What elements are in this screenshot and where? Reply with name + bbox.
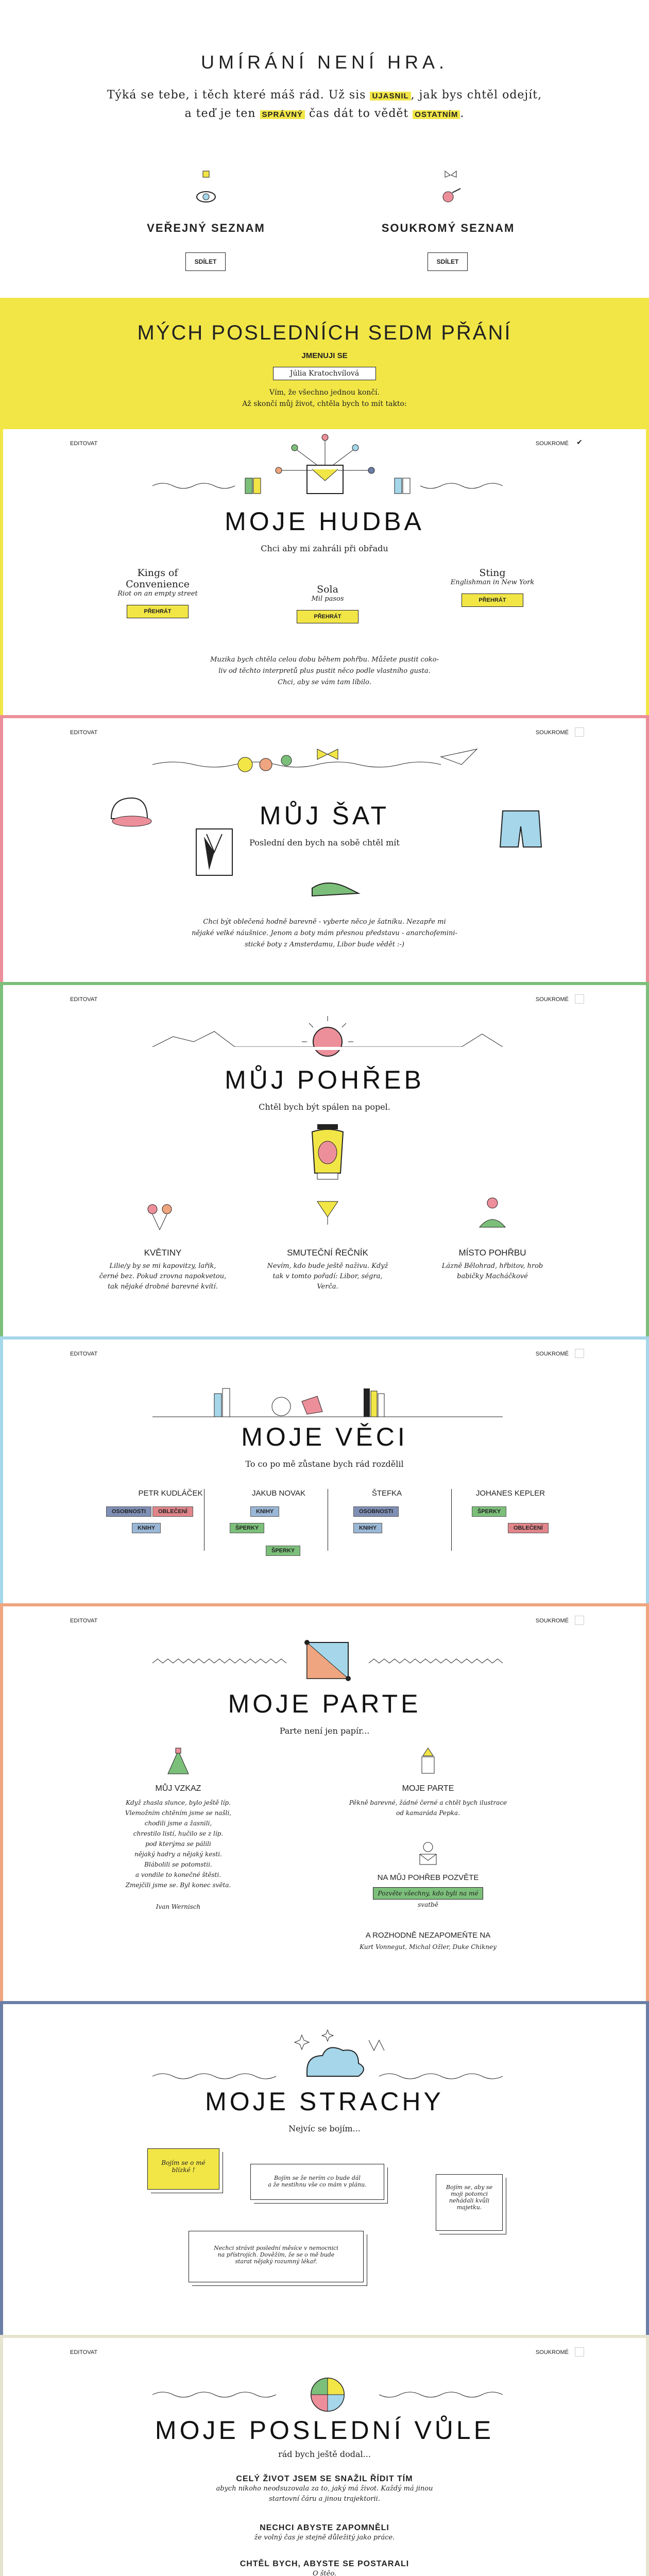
place-column: MÍSTO POHŘBU Lázně Bělohrad, hřbitov, hrob babičky Macháčkové — [415, 1248, 570, 1282]
song-name: Riot on an empty street — [117, 590, 198, 598]
message-heading: MŮJ VZKAZ — [155, 1784, 201, 1793]
clothes-subtitle: Poslední den bych na sobě chtěl mít — [249, 838, 400, 848]
private-checkbox[interactable]: ✔ — [575, 438, 584, 448]
music-note-2: liv od těchto interpretů plus pustit něco podle vlastního gusta. — [218, 667, 431, 675]
jacket-icon — [194, 826, 235, 878]
private-label: SOUKROMÉ — [535, 996, 569, 1003]
song-name: Englishman in New York — [450, 579, 535, 586]
heir-name: JAKUB NOVAK — [252, 1489, 305, 1498]
parte-section — [0, 1603, 649, 2001]
funeral-section — [0, 982, 649, 1336]
music-note-1: Muzika bych chtěla celou dobu během pohřbu. Můžete pustit coko- — [210, 656, 439, 664]
flowers-column: KVĚTINY Lilie/y by se mi kapovitzy, lařik, černé bez. Pokud zrovna napokvetou, tak nějaké drobné barevné kvítí. — [86, 1248, 240, 1292]
card-icon — [418, 1745, 438, 1776]
will-section — [0, 2335, 649, 2576]
will-title: MOJE POSLEDNÍ VŮLE — [155, 2416, 494, 2445]
invite-field[interactable]: Pozvěte všechny, kdo byli na mé svatbě — [373, 1887, 483, 1900]
page-title: UMÍRÁNÍ NENÍ HRA. — [200, 52, 449, 73]
clothes-note-2: nějaké velké náušnice. Jenom a boty mám přesnou představu - anarchofemini- — [192, 929, 457, 937]
name-label: JMENUJI SE — [301, 351, 348, 360]
public-list-title: VEŘEJNÝ SEZNAM — [147, 222, 265, 234]
song-card-1 — [106, 567, 209, 618]
tag[interactable]: ŠPERKY — [266, 1546, 300, 1556]
fear-card: Nechci strávit poslední měsíce v nemocnici na přístrojích. Dověžím, že se o mě bude starat nějaký rozumný lékař. — [189, 2231, 364, 2282]
clothes-illustration — [152, 728, 503, 790]
flowers-icon — [142, 1201, 178, 1232]
song-name: Mil pasos — [311, 595, 344, 603]
share-private-button[interactable]: SDÍLET — [428, 252, 468, 271]
intro-line-2: a teď je ten SPRÁVNÝ čas dát to vědět OSTATNÍM . — [184, 107, 465, 120]
fears-illustration — [152, 2020, 503, 2092]
heir-name: PETR KUDLÁČEK — [138, 1489, 203, 1498]
tag[interactable]: OBLEČENÍ — [508, 1523, 549, 1533]
envelope-icon — [418, 1841, 438, 1867]
wishes-line-1: Vím, že všechno jednou končí. — [269, 388, 380, 397]
private-checkbox[interactable] — [575, 1349, 584, 1358]
parte-column: MOJE PARTE Pěkně barevné, žádné černé a chtěl bych ilustrace od kamaráda Pepka. — [349, 1784, 507, 1817]
edit-button[interactable]: EDITOVAT — [70, 1351, 98, 1357]
heir-column — [462, 1489, 559, 1531]
things-illustration — [152, 1365, 503, 1422]
wishes-title: MÝCH POSLEDNÍCH SEDM PŘÁNÍ — [137, 321, 512, 344]
grave-icon — [477, 1194, 508, 1230]
heir-column — [230, 1489, 328, 1554]
tag[interactable]: KNIHY — [132, 1523, 161, 1533]
fear-card: Bojím se že nerím co bude dál a že nestihnu vše co mám v plánu. — [250, 2164, 384, 2200]
parte-heading: MOJE PARTE — [402, 1784, 454, 1793]
things-section — [0, 1336, 649, 1603]
private-checkbox[interactable] — [575, 2347, 584, 2357]
tag[interactable]: KNIHY — [353, 1523, 382, 1533]
private-checkbox[interactable] — [575, 1616, 584, 1625]
tag[interactable]: OSOBNOSTI — [353, 1506, 399, 1517]
heir-column — [338, 1489, 436, 1531]
song-artist: Sola — [317, 584, 338, 595]
private-list-title: SOUKROMÝ SEZNAM — [381, 222, 515, 234]
music-subtitle: Chci aby mi zahráli při obřadu — [261, 544, 388, 553]
clothes-title: MŮJ ŠAT — [259, 801, 390, 830]
fears-title: MOJE STRACHY — [205, 2087, 444, 2116]
forget-heading: A ROZHODNĚ NEZAPOMEŇTE NA — [365, 1931, 491, 1940]
edit-button[interactable]: EDITOVAT — [70, 2349, 98, 2355]
song-artist: Kings of Convenience — [126, 567, 190, 590]
parte-illustration — [152, 1632, 503, 1689]
song-card-3 — [441, 567, 544, 607]
invite-heading: NA MŮJ POHŘEB POZVĚTE — [377, 1873, 479, 1882]
fears-section — [0, 2001, 649, 2335]
clothes-section — [0, 715, 649, 982]
fear-card: Bojím se o mé blízké ! — [147, 2148, 219, 2190]
song-card-2 — [276, 584, 379, 623]
tag[interactable]: ŠPERKY — [472, 1506, 506, 1517]
tag[interactable]: ŠPERKY — [230, 1523, 264, 1533]
intro-line-1: Týká se tebe, i těch které máš rád. Už sis UJASNIL , jak bys chtěl odejít, — [107, 89, 542, 101]
lock-icon — [438, 170, 464, 206]
things-subtitle: To co po mě zůstane bych rád rozdělil — [245, 1459, 404, 1469]
music-section — [0, 429, 649, 715]
column-divider — [451, 1489, 452, 1551]
forget-names: Kurt Vonnegut, Michal Ožler, Duke Chikney — [360, 1943, 497, 1951]
funeral-illustration — [152, 1006, 503, 1062]
music-title: MOJE HUDBA — [225, 507, 424, 536]
share-public-button[interactable]: SDÍLET — [185, 252, 226, 271]
parte-subtitle: Parte není jen papír... — [279, 1726, 370, 1736]
column-heading: MÍSTO POHŘBU — [458, 1248, 526, 1258]
play-button[interactable]: PŘEHRÁT — [297, 610, 358, 623]
things-title: MOJE VĚCI — [241, 1422, 408, 1451]
will-illustration — [152, 2364, 503, 2420]
music-note-3: Chci, aby se vám tam líbilo. — [278, 679, 371, 686]
play-button[interactable]: PŘEHRÁT — [462, 594, 523, 607]
wishes-banner — [0, 298, 649, 429]
shoes-icon — [307, 868, 364, 904]
heir-column — [112, 1489, 219, 1531]
private-label: SOUKROMÉ — [535, 1618, 569, 1624]
song-artist: Sting — [479, 567, 506, 579]
parte-title: MOJE PARTE — [228, 1689, 421, 1718]
will-subtitle: rád bych ještě dodal... — [278, 2449, 371, 2459]
private-label: SOUKROMÉ — [535, 2349, 569, 2355]
column-heading: SMUTEČNÍ ŘEČNÍK — [287, 1248, 368, 1258]
column-heading: KVĚTINY — [144, 1248, 182, 1258]
edit-button[interactable]: EDITOVAT — [70, 1618, 98, 1624]
tag[interactable]: OSOBNOSTI — [106, 1506, 151, 1517]
edit-button[interactable]: EDITOVAT — [70, 440, 98, 447]
name-field[interactable]: Júlia Kratochvílová — [273, 367, 376, 380]
message-column: MŮJ VZKAZ Když zhasla slunce, bylo ještě líp. Vlemožním chtěním jsme se našli, chodili jsme a žasnili, chrestilo listí, hučilo se z líp. pod kterýma se pálili nějaký hadry a nějaký kesti. Blábolili se potomstii. a vondile to konečné štěsti. Zmejčili jsme se. Byl konec světa. Ivan Wernisch — [101, 1784, 255, 1912]
fears-subtitle: Nejvíc se bojím... — [288, 2124, 361, 2133]
speaker-icon — [312, 1196, 343, 1227]
wishes-line-2: Až skončí můj život, chtěla bych to mít takto: — [242, 400, 407, 408]
fear-card: Bojím se, aby se moji potomci nehádali kvůli majetku. — [436, 2174, 503, 2231]
play-button[interactable]: PŘEHRÁT — [127, 605, 189, 618]
will-item: CELÝ ŽIVOT JSEM SE SNAŽIL ŘÍDIT TÍM abych nikoho neodsuzovala za to, jaký má život. Každý má jinou startovní čáru a jinou trajektorii. — [216, 2475, 433, 2503]
tag[interactable]: OBLEČENÍ — [152, 1506, 193, 1517]
heir-name: JOHANES KEPLER — [475, 1489, 545, 1498]
tag[interactable]: KNIHY — [250, 1506, 279, 1517]
eye-icon — [196, 170, 216, 206]
will-item: CHTĚL BYCH, ABYSTE SE POSTARALI O štěo. — [240, 2560, 409, 2576]
will-item: NECHCI ABYSTE ZAPOMNĚLI že volný čas je stejně důležitý jako práce. — [254, 2523, 395, 2541]
clothes-note-1: Chci být oblečená hodně barevně - vyberte něco je šatníku. Nezapře mi — [203, 918, 446, 926]
edit-button[interactable]: EDITOVAT — [70, 730, 98, 736]
urn-icon — [302, 1122, 353, 1189]
heir-name: ŠTEFKA — [371, 1489, 402, 1498]
poem-author: Ivan Wernisch — [156, 1903, 201, 1910]
clothes-note-3: stické boty z Amsterdamu, Libor bude vědět :-) — [245, 941, 404, 948]
private-label: SOUKROMÉ — [535, 730, 569, 736]
private-label: SOUKROMÉ — [535, 1351, 569, 1357]
music-illustration — [152, 429, 503, 512]
edit-button[interactable]: EDITOVAT — [70, 996, 98, 1003]
mountain-icon — [165, 1745, 191, 1776]
private-checkbox[interactable] — [575, 727, 584, 737]
private-checkbox[interactable] — [575, 994, 584, 1004]
speaker-column: SMUTEČNÍ ŘEČNÍK Nevím, kdo bude ještě naživu. Když tak v tomto pořadí: Libor, ségra, Verča. — [250, 1248, 405, 1292]
private-label: SOUKROMÉ — [535, 440, 569, 447]
funeral-title: MŮJ POHŘEB — [225, 1065, 424, 1094]
funeral-subtitle: Chtěl bych být spálen na popel. — [259, 1102, 390, 1112]
